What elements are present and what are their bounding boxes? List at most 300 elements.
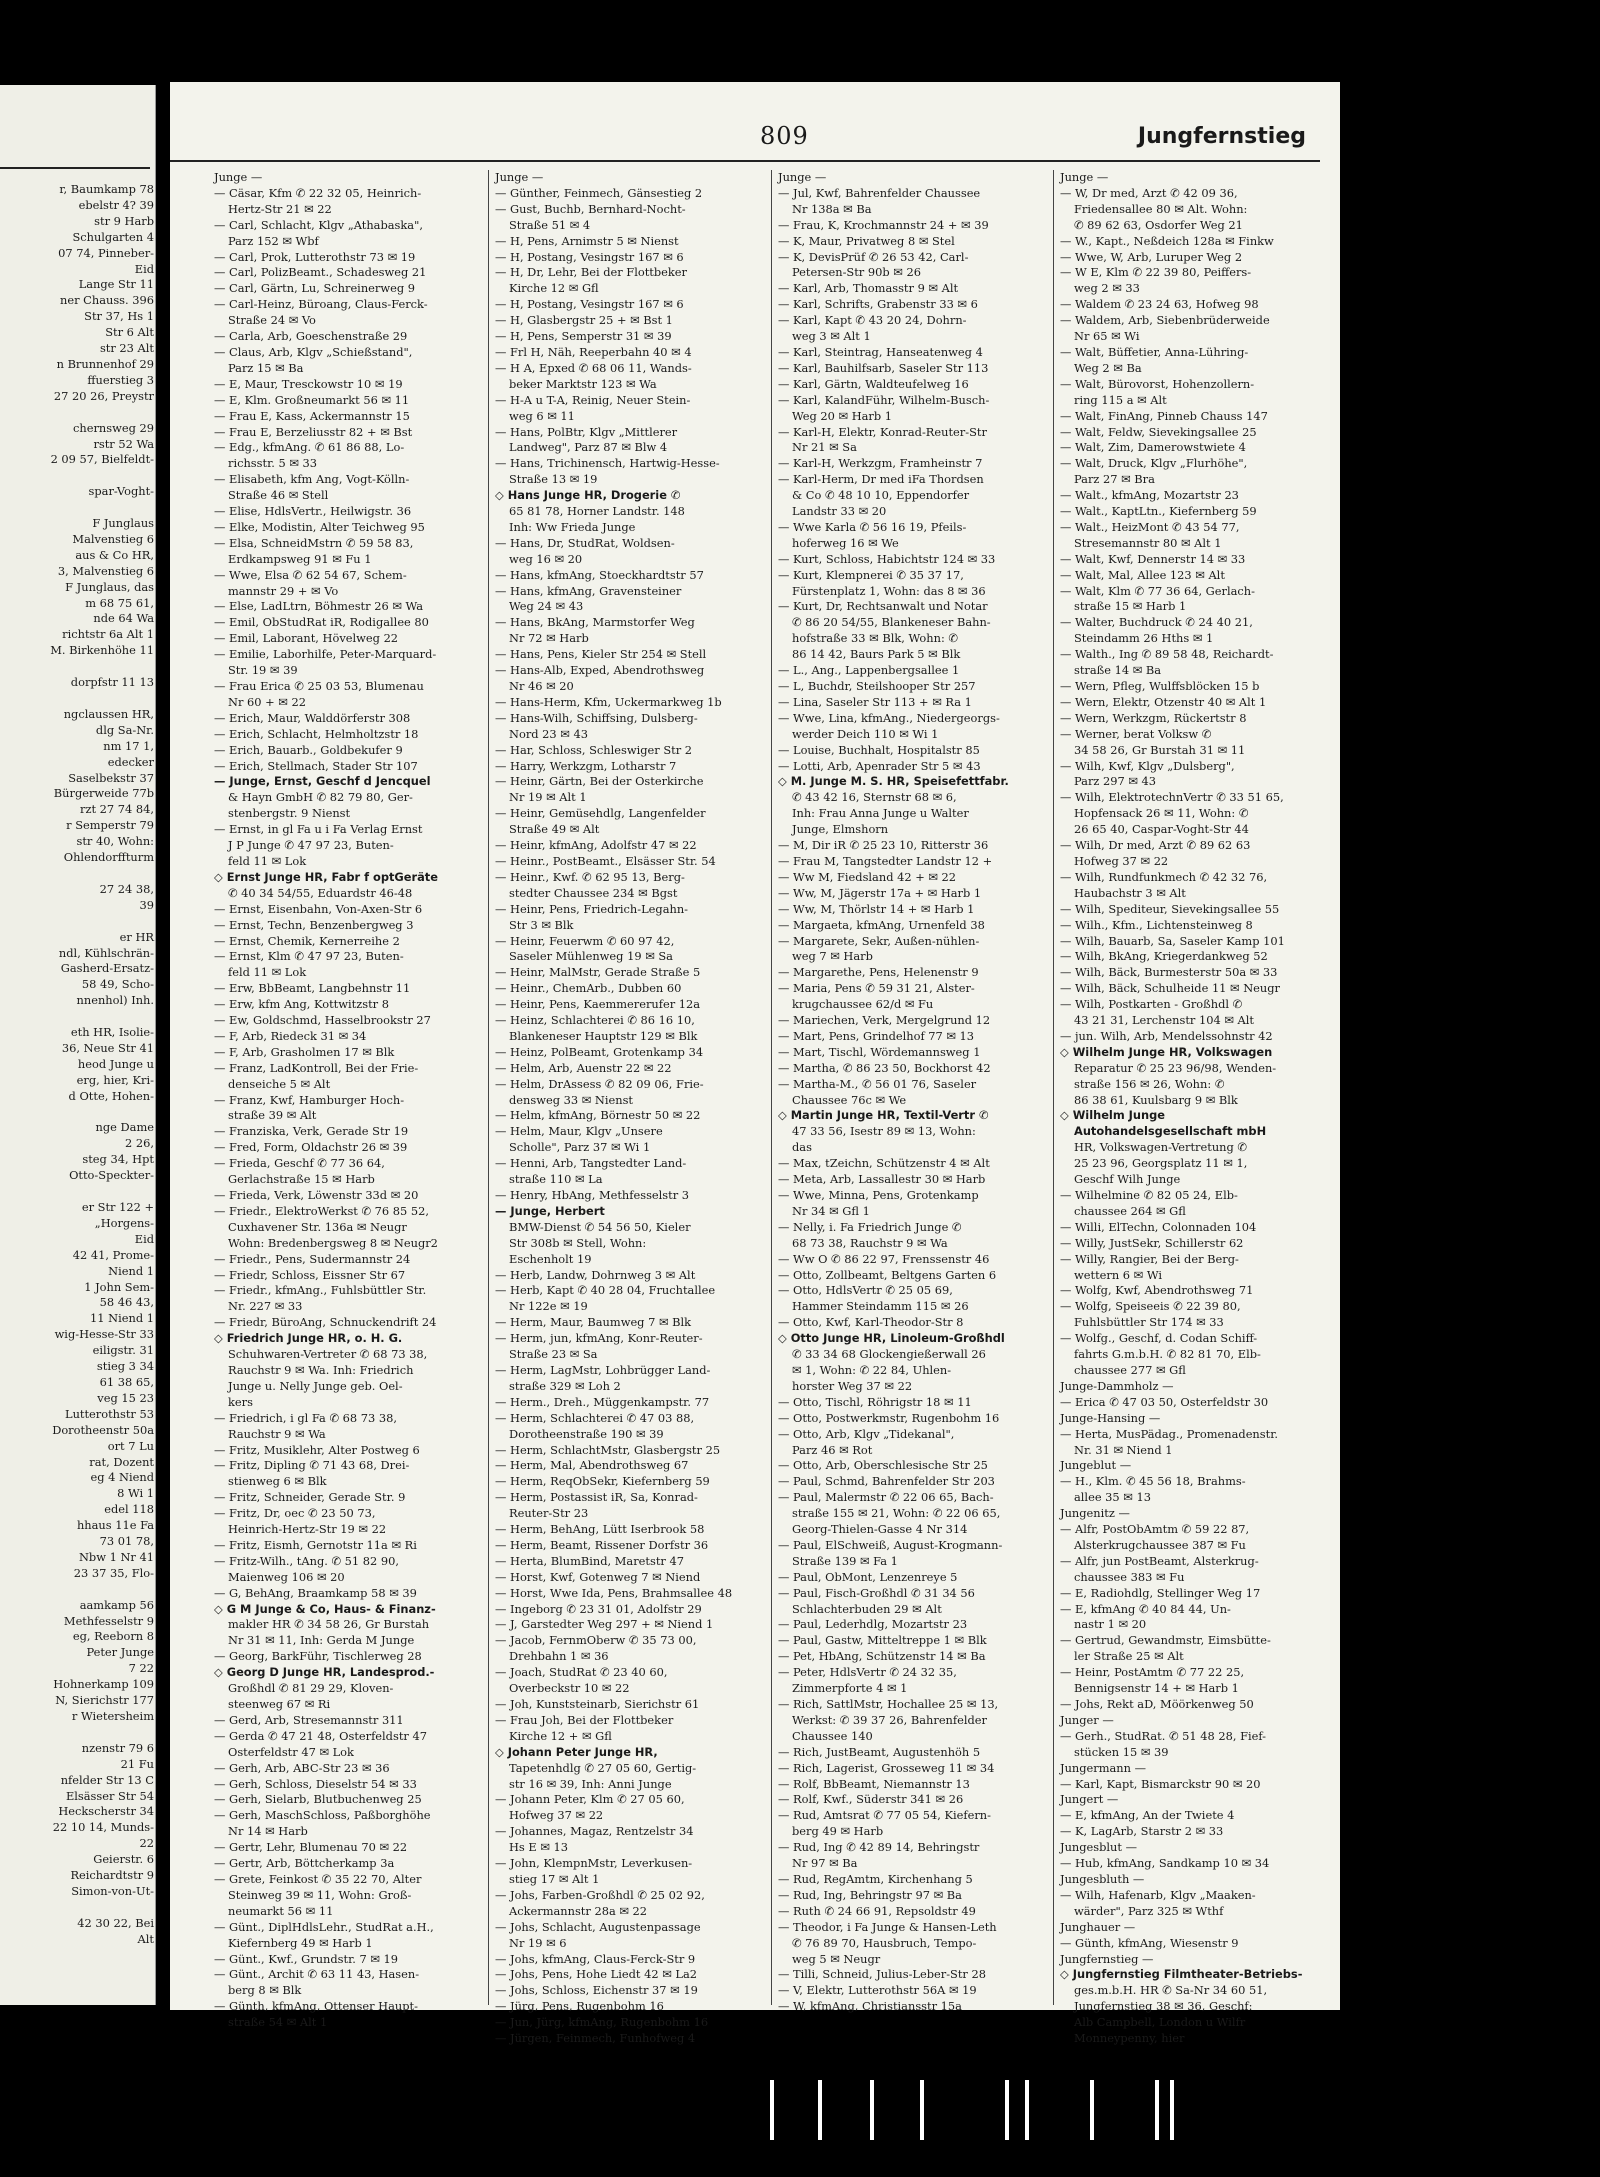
directory-entry: straße 39 ✉ Alt (228, 1108, 317, 1123)
directory-entry: Straße 13 ✉ 19 (509, 472, 598, 487)
directory-entry: weg 2 ✉ 33 (1074, 281, 1140, 296)
directory-entry: nastr 1 ✉ 20 (1074, 1617, 1147, 1632)
directory-entry: — L, Buchdr, Steilshooper Str 257 (778, 679, 976, 693)
directory-entry: — Johs, Rekt aD, Möörkenweg 50 (1060, 1697, 1254, 1711)
directory-entry: — Friedr, Schloss, Eissner Str 67 (214, 1267, 406, 1282)
directory-entry: — Gust, Buchb, Bernhard-Nocht- (495, 201, 686, 216)
directory-entry: Str 308b ✉ Stell, Wohn: (509, 1235, 647, 1250)
directory-entry: Hs E ✉ 13 (509, 1840, 568, 1855)
directory-entry: — Emil, ObStudRat iR, Rodigallee 80 (214, 615, 429, 630)
directory-entry: Parz 27 ✉ Bra (1074, 472, 1155, 487)
directory-entry: Zimmerpforte 4 ✉ 1 (792, 1681, 908, 1696)
directory-entry: — Franz, LadKontroll, Bei der Frie- (214, 1060, 419, 1075)
directory-entry: — Walt, Druck, Klgv „Flurhöhe", (1060, 456, 1248, 471)
directory-entry: Junge — (495, 170, 544, 184)
directory-entry: — H, Dr, Lehr, Bei der Flottbeker (495, 265, 687, 280)
directory-entry: Straße 139 ✉ Fa 1 (792, 1553, 898, 1568)
fragment-entry: nm 17 1, (103, 738, 154, 753)
directory-entry: Nr 72 ✉ Harb (509, 631, 589, 646)
fragment-entry: r Wietersheim (71, 1709, 154, 1723)
directory-entry: — Helm, DrAssess ✆ 82 09 06, Frie- (495, 1076, 704, 1091)
column-divider (1053, 170, 1054, 2005)
directory-entry: Hofweg 37 ✉ 22 (1074, 853, 1169, 868)
directory-entry: — Helm, Arb, Auenstr 22 ✉ 22 (495, 1060, 672, 1075)
directory-entry: — Herb, Landw, Dohrnweg 3 ✉ Alt (495, 1267, 696, 1282)
fragment-entry: ffuerstieg 3 (87, 372, 154, 387)
directory-page (170, 82, 1340, 2046)
directory-entry: — Wwe, Minna, Pens, Grotenkamp (778, 1188, 979, 1202)
directory-entry: Nord 23 ✉ 43 (509, 726, 588, 741)
directory-entry: horster Weg 37 ✉ 22 (792, 1378, 913, 1393)
directory-entry: — Rud, RegAmtm, Kirchenhang 5 (778, 1871, 973, 1886)
directory-entry: Str 3 ✉ Blk (509, 917, 574, 932)
directory-entry: ◇ Hans Junge HR, Drogerie ✆ (495, 488, 681, 503)
directory-entry: Junge-Hansing — (1060, 1410, 1161, 1425)
directory-entry: — Horst, Wwe Ida, Pens, Brahmsallee 48 (495, 1585, 733, 1600)
directory-entry: — Grete, Feinkost ✆ 35 22 70, Alter (214, 1871, 422, 1886)
directory-entry: — Gertr, Arb, Böttcherkamp 3a (214, 1856, 395, 1871)
directory-entry: Nr 14 ✉ Harb (228, 1824, 308, 1839)
directory-entry: — Ww, M, Jägerstr 17a + ✉ Harb 1 (778, 885, 982, 900)
directory-entry: — Carla, Arb, Goeschenstraße 29 (214, 329, 408, 344)
directory-entry: — Wwe, W, Arb, Luruper Weg 2 (1060, 249, 1243, 264)
directory-entry: Parz 15 ✉ Ba (228, 360, 304, 375)
directory-entry: Schlachterbuden 29 ✉ Alt (792, 1601, 942, 1616)
directory-entry: — Wilh, Bäck, Schulheide 11 ✉ Neugr (1060, 981, 1280, 996)
directory-entry: Nr 97 ✉ Ba (792, 1856, 858, 1871)
directory-entry: — Wilh, Bauarb, Sa, Saseler Kamp 101 (1060, 933, 1285, 948)
fragment-entry: str 9 Harb (94, 213, 154, 228)
directory-entry: — Heinz, Schlachterei ✆ 86 16 10, (495, 1013, 695, 1028)
directory-entry: — Wilhelmine ✆ 82 05 24, Elb- (1060, 1188, 1238, 1202)
directory-entry: — Wern, Elektr, Otzenstr 40 ✉ Alt 1 (1060, 694, 1267, 709)
fragment-entry: rzt 27 74 84, (80, 802, 154, 817)
directory-entry: feld 11 ✉ Lok (228, 965, 307, 980)
directory-entry: ges.m.b.H. HR ✆ Sa-Nr 34 60 51, (1074, 1983, 1268, 1998)
directory-entry: — Günt., Kwf., Grundstr. 7 ✉ 19 (214, 1951, 399, 1966)
directory-entry: ✆ 76 89 70, Hausbruch, Tempo- (792, 1935, 977, 1950)
directory-entry: Straße 24 ✉ Vo (228, 313, 316, 328)
directory-entry: — Walter, Buchdruck ✆ 24 40 21, (1060, 615, 1253, 630)
page-number: 809 (760, 122, 809, 150)
directory-entry: — Fred, Form, Oldachstr 26 ✉ 39 (214, 1140, 408, 1155)
directory-entry: — Gerda ✆ 47 21 48, Osterfeldstr 47 (214, 1728, 427, 1743)
fragment-entry (4, 691, 154, 707)
directory-entry: — Ww M, Fiedsland 42 + ✉ 22 (778, 869, 957, 884)
directory-entry: Junge — (214, 170, 263, 184)
directory-entry: — Frau E, Berzeliusstr 82 + ✉ Bst (214, 424, 413, 439)
header-rule-left (0, 167, 150, 169)
directory-entry: — Heinr., ChemArb., Dubben 60 (495, 981, 682, 996)
directory-entry: — Hans, PolBtr, Klgv „Mittlerer (495, 424, 678, 439)
directory-entry: — Günth, kfmAng, Ottenser Haupt- (214, 1999, 418, 2014)
fragment-entry: Lutterothstr 53 (65, 1406, 154, 1421)
directory-entry: — Johs, Pens, Hohe Liedt 42 ✉ La2 (495, 1967, 697, 1982)
directory-entry: Jungeblut — (1060, 1458, 1132, 1473)
fragment-entry (4, 405, 154, 421)
directory-entry: feld 11 ✉ Lok (228, 853, 307, 868)
fragment-entry: d Otte, Hohen- (68, 1088, 154, 1103)
fragment-entry: spar-Voght- (88, 484, 154, 499)
directory-entry: — Wwe, Lina, kfmAng., Niedergeorgs- (778, 710, 1000, 725)
directory-entry: & Hayn GmbH ✆ 82 79 80, Ger- (228, 790, 413, 805)
fragment-entry: M. Birkenhöhe 11 (50, 643, 154, 658)
directory-entry: Junge — (778, 170, 827, 184)
fragment-entry: F Junglaus (92, 516, 154, 531)
fragment-entry: Elsässer Str 54 (65, 1788, 154, 1803)
directory-entry: — Jacob, FernmOberw ✆ 35 73 00, (495, 1633, 697, 1648)
fragment-entry: Methfesselstr 9 (63, 1613, 154, 1628)
directory-entry: Str. 19 ✉ 39 (228, 663, 298, 678)
directory-entry: hofstraße 33 ✉ Blk, Wohn: ✆ (792, 631, 958, 646)
directory-entry: — Claus, Arb, Klgv „Schießstand", (214, 344, 413, 359)
directory-entry: Hofweg 37 ✉ 22 (509, 1808, 604, 1823)
fragment-entry: stieg 3 34 (96, 1359, 154, 1374)
directory-entry: chaussee 277 ✉ Gfl (1074, 1362, 1186, 1377)
directory-entry: — Har, Schloss, Schleswiger Str 2 (495, 742, 693, 757)
directory-entry: — Joh, Kunststeinarb, Sierichstr 61 (495, 1697, 700, 1711)
directory-entry: Kirche 12 + ✉ Gfl (509, 1728, 612, 1743)
directory-entry: — Herb, Kapt ✆ 40 28 04, Fruchtallee (495, 1283, 716, 1298)
directory-entry: Junge, Elmshorn (792, 822, 889, 837)
directory-entry: Straße 49 ✉ Alt (509, 822, 600, 837)
directory-entry: — Jürg, Pens, Rugenbohm 16 (495, 1999, 664, 2014)
directory-entry: — Maria, Pens ✆ 59 31 21, Alster- (778, 981, 975, 996)
directory-entry: — John, KlempnMstr, Leverkusen- (495, 1856, 693, 1871)
fragment-entry: 2 26, (125, 1136, 154, 1151)
directory-entry: fahrts G.m.b.H. ✆ 82 81 70, Elb- (1074, 1347, 1261, 1362)
directory-entry: — Herm, SchlachtMstr, Glasbergstr 25 (495, 1442, 721, 1457)
directory-entry: — Fritz, Dr, oec ✆ 23 50 73, (214, 1506, 376, 1521)
directory-entry: straße 155 ✉ 21, Wohn: ✆ 22 06 65, (792, 1506, 1001, 1521)
directory-entry: ✉ 1, Wohn: ✆ 22 84, Uhlen- (792, 1362, 952, 1377)
fragment-entry (4, 500, 154, 516)
fragment-entry: aus & Co HR, (75, 547, 154, 562)
directory-entry: straße 156 ✉ 26, Wohn: ✆ (1074, 1076, 1225, 1091)
directory-entry: — E, Radiohdlg, Stellinger Weg 17 (1060, 1585, 1261, 1600)
directory-entry: — Otto, Zollbeamt, Beltgens Garten 6 (778, 1267, 997, 1282)
directory-entry: — Johannes, Magaz, Rentzelstr 34 (495, 1824, 694, 1839)
directory-entry: — Fritz, Schneider, Gerade Str. 9 (214, 1490, 406, 1505)
fragment-entry: Geierstr. 6 (93, 1852, 154, 1867)
directory-entry: Rauchstr 9 ✉ Wa. Inh: Friedrich (228, 1362, 414, 1377)
fragment-entry: Str 37, Hs 1 (84, 309, 154, 324)
directory-entry: — Frl H, Näh, Reeperbahn 40 ✉ 4 (495, 344, 692, 359)
directory-entry: — Fritz, Dipling ✆ 71 43 68, Drei- (214, 1458, 410, 1473)
directory-entry: — W E, Klm ✆ 22 39 80, Peiffers- (1060, 265, 1252, 280)
column-2 (495, 170, 763, 2047)
directory-entry: Petersen-Str 90b ✉ 26 (792, 265, 921, 280)
directory-entry: — Wilh, Dr med, Arzt ✆ 89 62 63 (1060, 838, 1251, 853)
directory-entry: Nr. 227 ✉ 33 (228, 1299, 303, 1314)
fragment-entry: Simon-von-Ut- (71, 1883, 154, 1898)
directory-entry: — Rich, Lagerist, Grosseweg 11 ✉ 34 (778, 1760, 995, 1775)
directory-entry: ✆ 86 20 54/55, Blankeneser Bahn- (792, 615, 991, 630)
fragment-entry: m 68 75 61, (85, 595, 154, 610)
directory-entry: — H-A u T-A, Reinig, Neuer Stein- (495, 392, 691, 407)
directory-entry: stenbergstr. 9 Nienst (228, 806, 351, 821)
directory-entry: — Fritz-Wilh., tAng. ✆ 51 82 90, (214, 1553, 399, 1568)
directory-entry: — Margarete, Sekr, Außen-nühlen- (778, 933, 980, 948)
directory-entry: — E, kfmAng, An der Twiete 4 (1060, 1808, 1235, 1823)
directory-entry: — Harry, Werkzgm, Lotharstr 7 (495, 758, 677, 773)
directory-entry: Straße 51 ✉ 4 (509, 217, 591, 232)
directory-entry: Jungfernstieg 38 ✉ 36, Geschf: (1074, 1999, 1253, 2014)
directory-entry: — Wwe Karla ✆ 56 16 19, Pfeils- (778, 519, 967, 534)
directory-entry: Blankeneser Hauptstr 129 ✉ Blk (509, 1028, 698, 1043)
fragment-entry: heod Junge u (77, 1056, 154, 1071)
directory-entry: — Wilh, Postkarten - Großhdl ✆ (1060, 997, 1243, 1012)
fragment-entry: 61 38 65, (99, 1374, 154, 1389)
directory-entry: stedter Chaussee 234 ✉ Bgst (509, 885, 678, 900)
directory-entry: Nr 138a ✉ Ba (792, 201, 872, 216)
directory-entry: — Karl, Gärtn, Waldteufelweg 16 (778, 376, 969, 391)
directory-entry: stieg 17 ✉ Alt 1 (509, 1871, 600, 1886)
fragment-entry: chernsweg 29 (73, 420, 154, 435)
fragment-entry: 42 30 22, Bei (77, 1915, 154, 1930)
directory-entry: — Wilh, BkAng, Kriegerdankweg 52 (1060, 949, 1268, 964)
directory-entry: Junghauer — (1060, 1919, 1136, 1934)
directory-entry: — W, kfmAng, Christiansstr 15a (778, 1999, 962, 2014)
directory-entry: — Waldem, Arb, Siebenbrüderweide (1060, 313, 1270, 328)
directory-entry: — jun. Wilh, Arb, Mendelssohnstr 42 (1060, 1028, 1273, 1043)
directory-entry: — Werner, berat Volksw ✆ (1060, 726, 1212, 741)
directory-entry: — Herm, ReqObSekr, Kiefernberg 59 (495, 1474, 710, 1489)
header-rule (170, 160, 1320, 162)
directory-entry: — Herm, Schlachterei ✆ 47 03 88, (495, 1410, 695, 1425)
directory-entry: — Alfr, PostObAmtm ✆ 59 22 87, (1060, 1522, 1250, 1537)
directory-entry: densweg 33 ✉ Nienst (509, 1092, 634, 1107)
fragment-entry (4, 468, 154, 484)
directory-entry: krugchaussee 62/d ✉ Fu (792, 997, 934, 1012)
directory-entry: Nr 19 ✉ Alt 1 (509, 790, 587, 805)
directory-entry: — Wilh, Bäck, Burmesterstr 50a ✉ 33 (1060, 965, 1278, 980)
directory-entry: werder Deich 110 ✉ Wi 1 (792, 726, 939, 741)
directory-entry: Jungenitz — (1060, 1506, 1130, 1521)
directory-entry: weg 7 ✉ Harb (792, 949, 873, 964)
directory-entry: — Margaeta, kfmAng, Urnenfeld 38 (778, 917, 985, 932)
fragment-entry: er HR (119, 929, 154, 944)
fragment-entry: Dorotheenstr 50a (52, 1422, 154, 1437)
directory-entry: Cuxhavener Str. 136a ✉ Neugr (228, 1219, 407, 1234)
directory-entry: Nr. 31 ✉ Niend 1 (1074, 1442, 1173, 1457)
directory-entry: beker Marktstr 123 ✉ Wa (509, 376, 657, 391)
directory-entry: — Ernst, in gl Fa u i Fa Verlag Ernst (214, 822, 423, 837)
directory-entry: — Hans, Dr, StudRat, Woldsen- (495, 535, 675, 550)
directory-entry: — Karl, KalandFühr, Wilhelm-Busch- (778, 392, 990, 407)
directory-entry: — Paul, Schmd, Bahrenfelder Str 203 (778, 1474, 995, 1489)
directory-entry: Reuter-Str 23 (509, 1506, 589, 1521)
directory-entry: — Jul, Kwf, Bahrenfelder Chaussee (778, 185, 981, 200)
directory-entry: — Rich, SattlMstr, Hochallee 25 ✉ 13, (778, 1697, 999, 1711)
directory-entry: ring 115 a ✉ Alt (1074, 392, 1167, 407)
directory-entry: 25 23 96, Georgsplatz 11 ✉ 1, (1074, 1156, 1248, 1171)
fragment-entry: Nbw 1 Nr 41 (78, 1549, 154, 1564)
directory-entry: — E, Maur, Tresckowstr 10 ✉ 19 (214, 376, 403, 391)
directory-entry: Alb Campbell, London u Wilfr (1074, 2015, 1246, 2030)
directory-entry: J P Junge ✆ 47 97 23, Buten- (228, 838, 394, 853)
directory-entry: 65 81 78, Horner Landstr. 148 (509, 504, 685, 519)
directory-entry: — Alfr, jun PostBeamt, Alsterkrug- (1060, 1553, 1259, 1568)
directory-entry: — Herta, BlumBind, Maretstr 47 (495, 1553, 684, 1568)
directory-entry: 26 65 40, Caspar-Voght-Str 44 (1074, 822, 1249, 837)
directory-entry: — Helm, kfmAng, Börnestr 50 ✉ 22 (495, 1108, 701, 1123)
directory-entry: — Hans, kfmAng, Gravensteiner (495, 583, 682, 598)
directory-entry: — Hans, BkAng, Marmstorfer Weg (495, 615, 695, 630)
directory-entry: — Heinr., PostBeamt., Elsässer Str. 54 (495, 853, 716, 868)
directory-entry: str 16 ✉ 39, Inh: Anni Junge (509, 1776, 672, 1791)
directory-entry: — Kurt, Dr, Rechtsanwalt und Notar (778, 599, 988, 614)
directory-entry: ✆ 43 42 16, Sternstr 68 ✉ 6, (792, 790, 957, 805)
directory-entry: — Walt, Kwf, Dennerstr 14 ✉ 33 (1060, 551, 1246, 566)
directory-entry: Großhdl ✆ 81 29 29, Kloven- (228, 1681, 394, 1696)
directory-entry: 43 21 31, Lerchenstr 104 ✉ Alt (1074, 1013, 1254, 1028)
directory-entry: Nr 122e ✉ 19 (509, 1299, 588, 1314)
directory-entry: — Gerd, Arb, Stresemannstr 311 (214, 1712, 404, 1727)
directory-entry: — H, Glasbergstr 25 + ✉ Bst 1 (495, 313, 673, 328)
directory-entry: Junger — (1060, 1712, 1114, 1727)
directory-entry: — Johs, Schlacht, Augustenpassage (495, 1919, 701, 1934)
directory-entry: kers (228, 1394, 253, 1409)
directory-entry: Hammer Steindamm 115 ✉ 26 (792, 1299, 969, 1314)
fragment-entry: eiligstr. 31 (92, 1343, 154, 1358)
directory-entry: — Ernst, Eisenbahn, Von-Axen-Str 6 (214, 901, 423, 916)
fragment-entry: Niend 1 (108, 1263, 154, 1278)
directory-entry: Nr 65 ✉ Wi (1074, 329, 1140, 344)
directory-entry: — Otto, Arb, Oberschlesische Str 25 (778, 1458, 988, 1473)
directory-entry: ◇ Johann Peter Junge HR, (495, 1744, 658, 1759)
directory-entry: Junge — (1060, 170, 1109, 184)
directory-entry: Maienweg 106 ✉ 20 (228, 1569, 345, 1584)
directory-entry: Stresemannstr 80 ✉ Alt 1 (1074, 535, 1222, 550)
directory-entry: — Otto, Arb, Klgv „Tidekanal", (778, 1426, 955, 1441)
directory-entry: — Gerh, MaschSchloss, Paßborghöhe (214, 1808, 431, 1823)
directory-entry: Tapetenhdlg ✆ 27 05 60, Gertig- (509, 1760, 697, 1775)
directory-entry: — Frau E, Kass, Ackermannstr 15 (214, 408, 410, 423)
fragment-entry: 2 09 57, Bielfeldt- (50, 452, 154, 467)
directory-entry: Eschenholt 19 (509, 1251, 592, 1266)
directory-entry: — Hans, Trichinensch, Hartwig-Hesse- (495, 456, 720, 471)
directory-entry: — Erw, kfm Ang, Kottwitzstr 8 (214, 997, 389, 1012)
directory-entry: — Waldem ✆ 23 24 63, Hofweg 98 (1060, 297, 1259, 312)
fragment-entry: 7 22 (128, 1661, 154, 1676)
directory-entry: Nr 34 ✉ Gfl 1 (792, 1203, 870, 1218)
fragment-entry: Otto-Speckter- (69, 1168, 154, 1183)
directory-entry: — Willi, ElTechn, Colonnaden 104 (1060, 1219, 1257, 1234)
directory-entry: — Wilh, Spediteur, Sievekingsallee 55 (1060, 901, 1280, 916)
fragment-entry: veg 15 23 (97, 1390, 154, 1405)
directory-entry: — Rich, JustBeamt, Augustenhöh 5 (778, 1744, 981, 1759)
directory-entry: Parz 297 ✉ 43 (1074, 774, 1157, 789)
directory-entry: Chaussee 140 (792, 1728, 873, 1743)
directory-entry: — Mariechen, Verk, Mergelgrund 12 (778, 1013, 991, 1028)
directory-entry: — Heinr, Gärtn, Bei der Osterkirche (495, 774, 704, 789)
directory-entry: — Wilh, Hafenarb, Klgv „Maaken- (1060, 1887, 1256, 1902)
left-fragment-column (4, 182, 154, 1948)
directory-entry: — Franz, Kwf, Hamburger Hoch- (214, 1092, 405, 1107)
directory-entry: — Henry, HbAng, Methfesselstr 3 (495, 1188, 690, 1202)
directory-entry: — Heinr, PostAmtm ✆ 77 22 25, (1060, 1665, 1245, 1680)
directory-entry: — Ew, Goldschmd, Hasselbrookstr 27 (214, 1013, 431, 1028)
directory-entry: — Gerh, Schloss, Dieselstr 54 ✉ 33 (214, 1776, 417, 1791)
directory-entry: Chaussee 76c ✉ We (792, 1092, 907, 1107)
directory-entry: das (792, 1140, 812, 1155)
directory-entry: Hopfensack 26 ✉ 11, Wohn: ✆ (1074, 806, 1249, 821)
directory-entry: straße 14 ✉ Ba (1074, 663, 1162, 678)
directory-entry: ◇ Martin Junge HR, Textil-Vertr ✆ (778, 1108, 989, 1123)
fragment-entry: „Horgens- (94, 1215, 154, 1230)
directory-entry: — Erica ✆ 47 03 50, Osterfeldstr 30 (1060, 1394, 1269, 1409)
fragment-entry: rat, Dozent (89, 1454, 154, 1469)
directory-entry: — Rud, Ing, Behringstr 97 ✉ Ba (778, 1887, 962, 1902)
directory-entry: steenweg 67 ✉ Ri (228, 1697, 331, 1711)
directory-entry: — Wolfg, Kwf, Abendrothsweg 71 (1060, 1283, 1254, 1298)
directory-entry: — Günt., DiplHdlsLehr., StudRat a.H., (214, 1919, 434, 1934)
directory-entry: chaussee 264 ✉ Gfl (1074, 1203, 1186, 1218)
directory-entry: — Frieda, Geschf ✆ 77 36 64, (214, 1156, 385, 1171)
directory-entry: straße 110 ✉ La (509, 1172, 603, 1187)
directory-entry: Fuhlsbüttler Str 174 ✉ 33 (1074, 1315, 1224, 1330)
directory-entry: — Otto, Tischl, Röhrigstr 18 ✉ 11 (778, 1394, 972, 1409)
directory-entry: — Karl-H, Werkzgm, Framheinstr 7 (778, 456, 983, 471)
directory-entry: allee 35 ✉ 13 (1074, 1490, 1151, 1505)
directory-entry: Landstr 33 ✉ 20 (792, 504, 887, 519)
directory-entry: — Otto, Kwf, Karl-Theodor-Str 8 (778, 1315, 964, 1330)
directory-entry: ler Straße 25 ✉ Alt (1074, 1649, 1184, 1664)
fragment-entry: nge Dame (95, 1120, 154, 1135)
fragment-entry: Alt (137, 1931, 154, 1946)
fragment-entry: Eid (134, 261, 154, 276)
fragment-entry: Reichardtstr 9 (70, 1868, 154, 1883)
column-divider (771, 170, 772, 2005)
directory-entry: BMW-Dienst ✆ 54 56 50, Kieler (509, 1219, 691, 1234)
directory-entry: chaussee 383 ✉ Fu (1074, 1569, 1185, 1584)
directory-entry: — Willy, JustSekr, Schillerstr 62 (1060, 1235, 1244, 1250)
directory-entry: — Gertrud, Gewandmstr, Eimsbütte- (1060, 1633, 1271, 1648)
directory-entry: 47 33 56, Isestr 89 ✉ 13, Wohn: (792, 1124, 976, 1139)
directory-entry: Jungermann — (1060, 1760, 1146, 1775)
directory-entry: Junge u. Nelly Junge geb. Oel- (228, 1378, 403, 1393)
fragment-entry: Heckscherstr 34 (58, 1804, 154, 1819)
directory-entry: — Heinr, Feuerwm ✆ 60 97 42, (495, 933, 675, 948)
directory-entry: — Erich, Maur, Walddörferstr 308 (214, 710, 411, 725)
directory-entry: ◇ Jungfernstieg Filmtheater-Betriebs- (1060, 1967, 1303, 1982)
directory-entry: Wohn: Bredenbergsweg 8 ✉ Neugr2 (228, 1235, 438, 1250)
directory-entry: — Kurt, Klempnerei ✆ 35 37 17, (778, 567, 964, 582)
directory-entry: stienweg 6 ✉ Blk (228, 1474, 327, 1489)
directory-entry: — Hans-Alb, Exped, Abendrothsweg (495, 663, 705, 678)
fragment-entry: Peter Junge (86, 1645, 154, 1660)
directory-entry: ◇ Wilhelm Junge (1060, 1108, 1166, 1123)
fragment-entry: Lange Str 11 (78, 277, 154, 292)
directory-entry: — Heinr, Gemüsehdlg, Langenfelder (495, 806, 706, 821)
directory-entry: — Friedr., kfmAng., Fuhlsbüttler Str. (214, 1283, 427, 1298)
directory-entry: — Lina, Saseler Str 113 + ✉ Ra 1 (778, 694, 972, 709)
directory-entry: Junge-Dammholz — (1060, 1378, 1174, 1393)
directory-entry: Steinweg 39 ✉ 11, Wohn: Groß- (228, 1887, 412, 1902)
directory-entry: — Johs, Farben-Großhdl ✆ 25 02 92, (495, 1887, 705, 1902)
directory-entry: — M, Dir iR ✆ 25 23 10, Ritterstr 36 (778, 838, 989, 853)
directory-entry: — Frau, K, Krochmannstr 24 + ✉ 39 (778, 217, 989, 232)
fragment-entry (4, 1900, 154, 1916)
directory-entry: Ackermannstr 28a ✉ 22 (509, 1903, 648, 1918)
directory-entry: — Wilh., Kfm., Lichtensteinweg 8 (1060, 917, 1253, 932)
directory-entry: — Hans, kfmAng, Stoeckhardtstr 57 (495, 567, 704, 582)
directory-entry: — Junge, Ernst, Geschf d Jencquel (214, 774, 431, 789)
fragment-entry (4, 1184, 154, 1200)
directory-entry: — F, Arb, Riedeck 31 ✉ 34 (214, 1028, 367, 1043)
directory-entry: — Frieda, Verk, Löwenstr 33d ✉ 20 (214, 1188, 419, 1202)
